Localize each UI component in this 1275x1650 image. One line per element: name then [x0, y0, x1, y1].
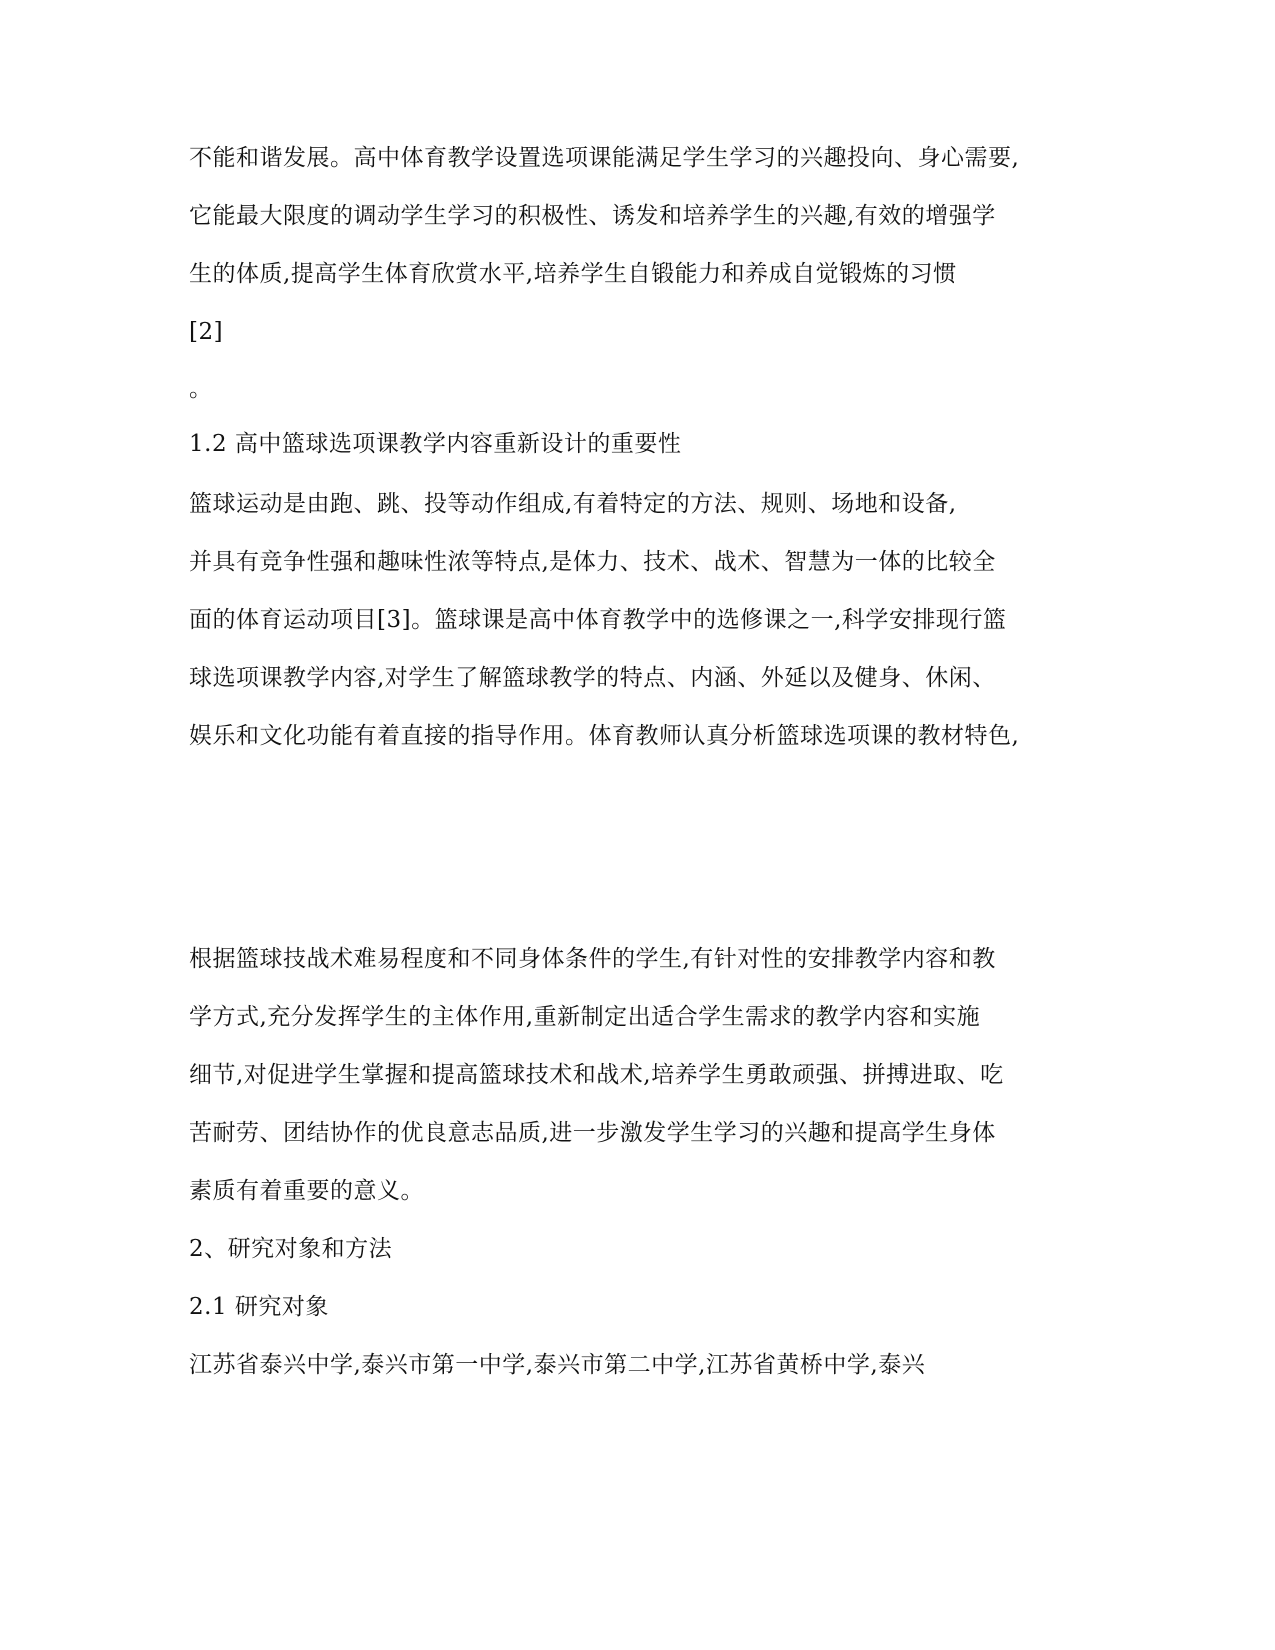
- paragraph-line: 江苏省泰兴中学,泰兴市第一中学,泰兴市第二中学,江苏省黄桥中学,泰兴: [189, 1352, 926, 1378]
- section-heading-1-2: 1.2 高中篮球选项课教学内容重新设计的重要性: [189, 431, 682, 457]
- paragraph-line: 娱乐和文化功能有着直接的指导作用。体育教师认真分析篮球选项课的教材特色,: [189, 723, 1020, 749]
- paragraph-line: 学方式,充分发挥学生的主体作用,重新制定出适合学生需求的教学内容和实施: [189, 1004, 981, 1030]
- paragraph-line: 球选项课教学内容,对学生了解篮球教学的特点、内涵、外延以及健身、休闲、: [189, 665, 996, 691]
- section-heading-2-1: 2.1 研究对象: [189, 1294, 329, 1320]
- paragraph-line: 苦耐劳、团结协作的优良意志品质,进一步激发学生学习的兴趣和提高学生身体: [189, 1120, 996, 1146]
- paragraph-line: 素质有着重要的意义。: [189, 1178, 424, 1204]
- citation-marker: [2]: [189, 319, 224, 345]
- paragraph-line: 不能和谐发展。高中体育教学设置选项课能满足学生学习的兴趣投向、身心需要,: [189, 145, 1020, 171]
- paragraph-line: 篮球运动是由跑、跳、投等动作组成,有着特定的方法、规则、场地和设备,: [189, 491, 957, 517]
- paragraph-line: 根据篮球技战术难易程度和不同身体条件的学生,有针对性的安排教学内容和教: [189, 946, 996, 972]
- paragraph-line: 它能最大限度的调动学生学习的积极性、诱发和培养学生的兴趣,有效的增强学: [189, 203, 996, 229]
- paragraph-line: 生的体质,提高学生体育欣赏水平,培养学生自锻能力和养成自觉锻炼的习惯: [189, 261, 957, 287]
- paragraph-line: 细节,对促进学生掌握和提高篮球技术和战术,培养学生勇敢顽强、拼搏进取、吃: [189, 1062, 1004, 1088]
- paragraph-line: 并具有竞争性强和趣味性浓等特点,是体力、技术、战术、智慧为一体的比较全: [189, 549, 996, 575]
- sentence-end-mark: 。: [189, 376, 213, 402]
- section-heading-2: 2、研究对象和方法: [189, 1236, 393, 1262]
- paragraph-line: 面的体育运动项目[3]。篮球课是高中体育教学中的选修课之一,科学安排现行篮: [189, 607, 1007, 633]
